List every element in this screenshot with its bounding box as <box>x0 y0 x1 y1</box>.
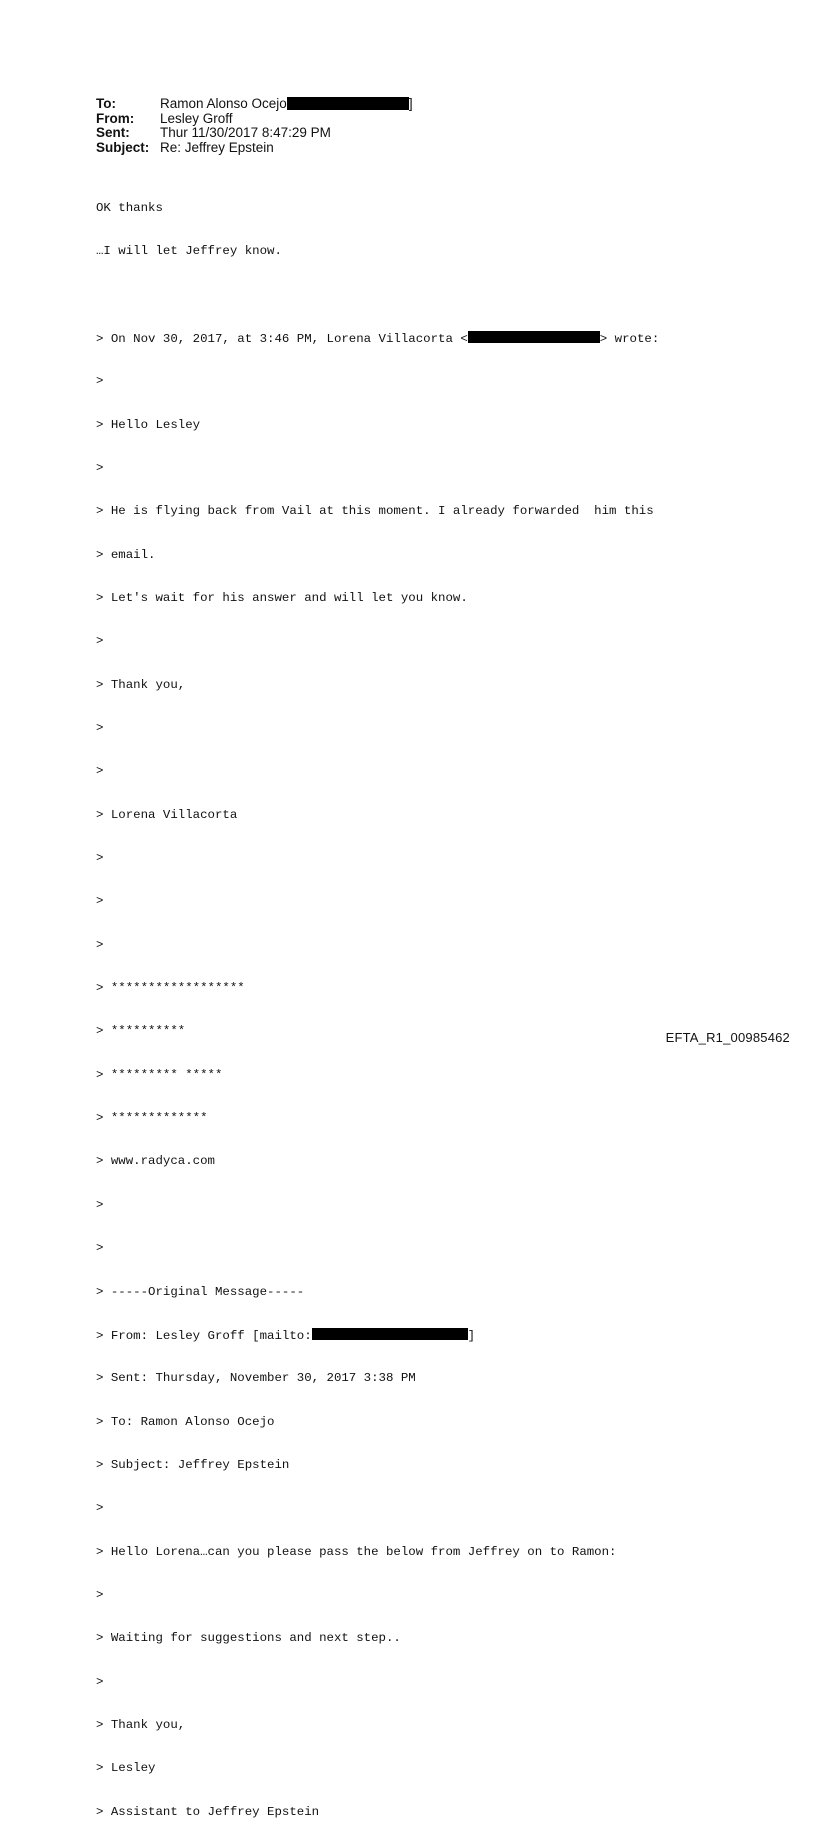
quote-marker: > <box>96 1501 104 1516</box>
subject-value: Re: Jeffrey Epstein <box>160 139 274 155</box>
quoted-intro-prefix: > On Nov 30, 2017, at 3:46 PM, Lorena Villacorta < <box>96 331 468 346</box>
redaction-bar <box>468 331 600 343</box>
email-body <box>96 172 659 1834</box>
from-label: From: <box>96 110 135 126</box>
quote-marker: > <box>96 851 104 866</box>
quoted-line: > Thank you, <box>96 677 186 692</box>
sent-label: Sent: <box>96 125 130 141</box>
quoted-line: > To: Ramon Alonso Ocejo <box>96 1414 275 1429</box>
quote-marker: > <box>96 460 104 475</box>
quoted-line: > -----Original Message----- <box>96 1284 305 1299</box>
quote-marker: > <box>96 721 104 736</box>
redaction-bar <box>312 1328 468 1340</box>
subject-row <box>96 141 413 156</box>
reply-line: OK thanks <box>96 200 163 215</box>
quote-marker: > <box>96 374 104 389</box>
to-name: Ramon Alonso Ocejo <box>160 96 287 111</box>
quoted-line: > Hello Lesley <box>96 417 201 432</box>
quoted-line: > www.radyca.com <box>96 1154 215 1169</box>
quoted-line: > Subject: Jeffrey Epstein <box>96 1457 290 1472</box>
quoted-line: > Lorena Villacorta <box>96 807 238 822</box>
reply-line: …I will let Jeffrey know. <box>96 244 282 259</box>
quoted-from-suffix: ] <box>467 1328 476 1343</box>
quoted-line: > Sent: Thursday, November 30, 2017 3:38 PM <box>96 1371 416 1386</box>
quote-marker: > <box>96 937 104 952</box>
subject-label: Subject: <box>96 139 150 155</box>
quoted-line: > He is flying back from Vail at this moment. I already forwarded him this <box>96 504 654 519</box>
quote-marker: > <box>96 1587 104 1602</box>
quoted-intro <box>96 331 659 345</box>
quote-marker: > <box>96 1241 104 1256</box>
to-row <box>96 97 413 112</box>
quote-marker: > <box>96 1674 104 1689</box>
document-id: EFTA_R1_00985462 <box>665 1030 790 1045</box>
sent-value: Thur 11/30/2017 8:47:29 PM <box>160 125 331 141</box>
quote-marker: > <box>96 634 104 649</box>
redaction-bar <box>287 97 409 110</box>
from-row <box>96 112 413 127</box>
to-suffix: ] <box>408 96 413 111</box>
email-header <box>96 97 413 155</box>
quoted-line: > Assistant to Jeffrey Epstein <box>96 1804 320 1819</box>
quote-marker: > <box>96 894 104 909</box>
quoted-from-prefix: > From: Lesley Groff [mailto: <box>96 1328 312 1343</box>
quoted-line: > ********** <box>96 1024 186 1039</box>
quoted-line: > email. <box>96 547 156 562</box>
from-value: Lesley Groff <box>160 110 233 126</box>
quoted-from <box>96 1328 659 1342</box>
quoted-intro-suffix: > wrote: <box>599 331 660 346</box>
quoted-line: > ****************** <box>96 981 245 996</box>
to-label: To: <box>96 96 116 111</box>
quoted-line: > ********* ***** <box>96 1067 223 1082</box>
quote-marker: > <box>96 1197 104 1212</box>
to-value <box>160 97 413 112</box>
quoted-line: > Lesley <box>96 1761 156 1776</box>
quoted-line: > ************* <box>96 1111 208 1126</box>
blank-line <box>96 288 659 302</box>
quoted-line: > Let's wait for his answer and will let you know. <box>96 591 468 605</box>
quote-marker: > <box>96 764 104 779</box>
quoted-line: > Thank you, <box>96 1717 186 1732</box>
quoted-line: > Waiting for suggestions and next step.. <box>96 1631 401 1646</box>
sent-row <box>96 126 413 141</box>
quoted-line: > Hello Lorena…can you please pass the below from Jeffrey on to Ramon: <box>96 1544 617 1559</box>
